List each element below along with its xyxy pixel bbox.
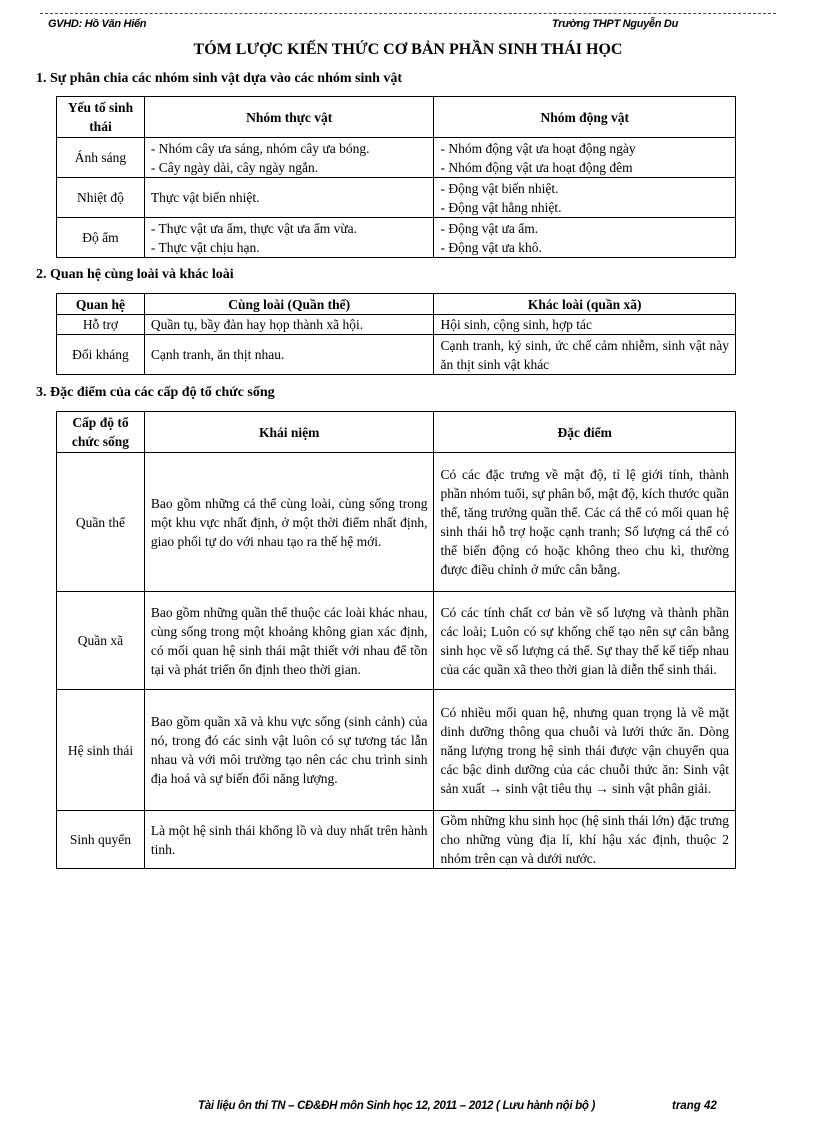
relationships-table xyxy=(56,293,736,375)
different-species-cell: Cạnh tranh, ký sinh, ức chế cảm nhiễm, sinh vật này ăn thịt sinh vật khác xyxy=(434,335,736,375)
features-cell: Có các đặc trưng về mật độ, tỉ lệ giới tính, thành phần nhóm tuổi, sự phân bố, mật độ, kích thước quần thể, tăng trưởng quần thể. Các cá thể có mối quan hệ sinh thái hỗ trợ hoặc cạnh tranh; Số lượng cá thể có thể biến động có hoặc không theo chu kì, thường được điều chỉnh ở mức cân bằng. xyxy=(434,453,736,592)
col-header-plants: Nhóm thực vật xyxy=(144,97,434,138)
table-row xyxy=(57,218,736,258)
different-species-cell: Hội sinh, cộng sinh, hợp tác xyxy=(434,315,736,335)
section-3-heading: 3. Đặc điểm của các cấp độ tổ chức sống xyxy=(36,385,275,400)
table-row xyxy=(57,690,736,811)
same-species-cell: Cạnh tranh, ăn thịt nhau. xyxy=(144,335,434,375)
col-header-features: Đặc điểm xyxy=(434,412,736,453)
table-row xyxy=(57,811,736,869)
col-header-relation: Quan hệ xyxy=(57,294,145,315)
table-row xyxy=(57,178,736,218)
relation-cell: Hỗ trợ xyxy=(57,315,145,335)
school-name: Trường THPT Nguyễn Du xyxy=(551,18,678,30)
col-header-animals: Nhóm động vật xyxy=(434,97,736,138)
plants-cell: - Nhóm cây ưa sáng, nhóm cây ưa bóng. - Cây ngày dài, cây ngày ngắn. xyxy=(144,138,434,178)
factor-cell: Nhiệt độ xyxy=(57,178,145,218)
table-row xyxy=(57,453,736,592)
col-header-factor: Yếu tố sinh thái xyxy=(57,97,145,138)
level-cell: Quần thể xyxy=(57,453,145,592)
col-header-different-species: Khác loài (quần xã) xyxy=(434,294,736,315)
factor-cell: Độ ẩm xyxy=(57,218,145,258)
relation-cell: Đối kháng xyxy=(57,335,145,375)
animals-cell: - Nhóm động vật ưa hoạt động ngày - Nhóm động vật ưa hoạt động đêm xyxy=(434,138,736,178)
teacher-name: GVHD: Hồ Văn Hiến xyxy=(48,18,147,30)
table-row xyxy=(57,592,736,690)
level-cell: Sinh quyển xyxy=(57,811,145,869)
page-number: trang 42 xyxy=(672,1100,717,1112)
col-header-concept: Khái niệm xyxy=(144,412,434,453)
same-species-cell: Quần tụ, bầy đàn hay họp thành xã hội. xyxy=(144,315,434,335)
section-2-heading: 2. Quan hệ cùng loài và khác loài xyxy=(36,267,234,282)
features-cell: Có các tính chất cơ bản về số lượng và thành phần các loài; Luôn có sự khống chế tạo nên sự cân bằng sinh học về số lượng cá thể. Sự thay thế kế tiếp nhau của các quần xã theo thời gian là diễn thế sinh thái. xyxy=(434,592,736,690)
footer-document-info: Tài liệu ôn thi TN – CĐ&ĐH môn Sinh học 12, 2011 – 2012 ( Lưu hành nội bộ ) xyxy=(198,1100,595,1112)
ecological-groups-table xyxy=(56,96,736,258)
table-row xyxy=(57,335,736,375)
plants-cell: - Thực vật ưa ẩm, thực vật ưa ẩm vừa. - Thực vật chịu hạn. xyxy=(144,218,434,258)
page-title: TÓM LƯỢC KIẾN THỨC CƠ BẢN PHẦN SINH THÁI HỌC xyxy=(193,41,623,58)
section-1-heading: 1. Sự phân chia các nhóm sinh vật dựa vào các nhóm sinh vật xyxy=(36,71,403,86)
table-row xyxy=(57,315,736,335)
concept-cell: Bao gồm những cá thể cùng loài, cùng sống trong một khu vực nhất định, ở một thời điểm nhất định, giao phối tự do với nhau tạo ra thế hệ mới. xyxy=(144,453,434,592)
factor-cell: Ánh sáng xyxy=(57,138,145,178)
table-row xyxy=(57,138,736,178)
concept-cell: Là một hệ sinh thái khổng lồ và duy nhất trên hành tinh. xyxy=(144,811,434,869)
features-cell: Có nhiều mối quan hệ, nhưng quan trọng là về mặt dinh dưỡng thông qua chuỗi và lưới thức ăn. Dòng năng lượng trong hệ sinh thái được vận chuyển qua các bậc dinh dưỡng của các chuỗi thức ăn: Sinh vật sản xuất → sinh vật tiêu thụ → sinh vật phân giải. xyxy=(434,690,736,811)
level-cell: Quần xã xyxy=(57,592,145,690)
features-cell: Gồm những khu sinh học (hệ sinh thái lớn) đặc trưng cho những vùng địa lí, khí hậu xác định, thuộc 2 nhóm trên cạn và dưới nước. xyxy=(434,811,736,869)
organization-levels-table xyxy=(56,411,736,869)
animals-cell: - Động vật biến nhiệt. - Động vật hằng nhiệt. xyxy=(434,178,736,218)
animals-cell: - Động vật ưa ẩm. - Động vật ưa khô. xyxy=(434,218,736,258)
level-cell: Hệ sinh thái xyxy=(57,690,145,811)
concept-cell: Bao gồm quần xã và khu vực sống (sinh cảnh) của nó, trong đó các sinh vật luôn có sự tương tác lẫn nhau và với môi trường tạo nên các chu trình sinh địa hoá và sự biến đổi năng lượng. xyxy=(144,690,434,811)
col-header-same-species: Cùng loài (Quần thể) xyxy=(144,294,434,315)
concept-cell: Bao gồm những quần thể thuộc các loài khác nhau, cùng sống trong một khoảng không gian xác định, có mối quan hệ sinh thái mật thiết với nhau để tồn tại và phát triển ổn định theo thời gian. xyxy=(144,592,434,690)
col-header-level: Cấp độ tổ chức sống xyxy=(57,412,145,453)
plants-cell: Thực vật biến nhiệt. xyxy=(144,178,434,218)
header-divider xyxy=(40,13,776,14)
